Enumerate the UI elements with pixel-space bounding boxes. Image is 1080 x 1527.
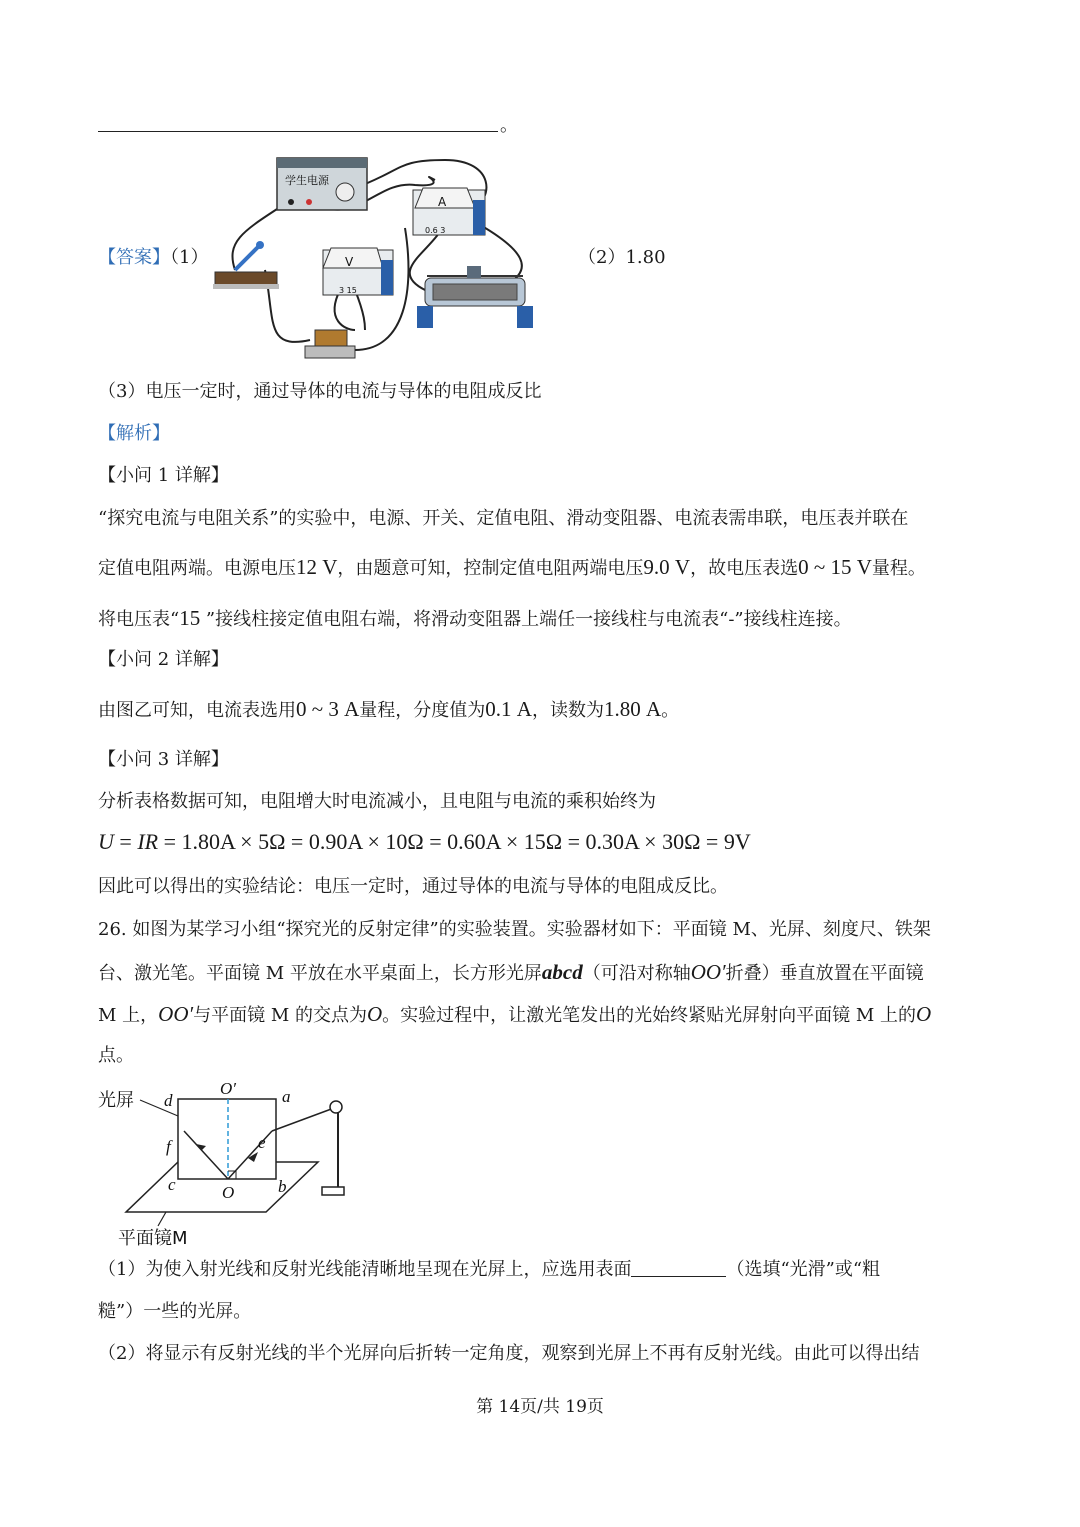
answer-part1 — [98, 246, 208, 270]
label-mirror: 平面镜M — [118, 1228, 188, 1249]
q26-axis-1: OO′ — [690, 960, 726, 984]
q1-paragraph-line1: “探究电流与电阻关系”的实验中，电源、开关、定值电阻、滑动变阻器、电流表需串联，电压表并联在 — [98, 508, 909, 529]
answer-part1-label: （1） — [170, 247, 209, 268]
q26-axis-2: OO′ — [158, 1002, 194, 1026]
q1-text-e: 将电压表“ — [98, 609, 180, 630]
q2-text-b: 量程，分度值为 — [359, 700, 486, 721]
q1-paragraph-line3 — [98, 606, 852, 632]
label-f: f — [166, 1137, 171, 1156]
q26-line4: 点。 — [98, 1045, 134, 1066]
rheostat — [417, 266, 533, 328]
q26-text-b: （可沿对称轴 — [582, 963, 691, 984]
answer-blank-line — [98, 131, 498, 132]
q2-heading: 【小问 2 详解】 — [98, 649, 229, 670]
label-b: b — [278, 1177, 287, 1196]
analysis-label: 【解析】 — [98, 423, 170, 444]
fixed-resistor — [305, 330, 355, 358]
q1-text-f: ”接线柱接定值电阻右端，将滑动变阻器上端任一接线柱与电流表“-”接线柱连接。 — [200, 609, 852, 630]
q3-heading: 【小问 3 详解】 — [98, 749, 229, 770]
ammeter-scale: 0.6 3 — [425, 226, 446, 235]
q2-text-c: ，读数为 — [531, 700, 604, 721]
q26-text-f: 。实验过程中，让激光笔发出的光始终紧贴光屏射向平面镜 M 上的 — [382, 1005, 917, 1026]
q26-line2 — [98, 960, 924, 986]
answer-label: 【答案】 — [98, 247, 170, 268]
q2-reading: 1.80 A — [603, 697, 662, 721]
q26-abcd: abcd — [541, 960, 583, 984]
voltmeter-scale: 3 15 — [339, 286, 357, 295]
answer-part2: （2）1.80 — [578, 247, 666, 268]
q2-division: 0.1 A — [485, 697, 532, 721]
voltmeter-symbol: V — [345, 255, 354, 269]
circuit-figure — [205, 150, 545, 365]
q26-line3 — [98, 1002, 931, 1028]
reflection-figure — [96, 1074, 366, 1249]
power-supply — [277, 158, 367, 210]
page-footer: 第 14页/共 19页 — [476, 1397, 604, 1417]
q26-sub2: （2）将显示有反射光线的半个光屏向后折转一定角度，观察到光屏上不再有反射光线。由此可以得出结 — [98, 1343, 920, 1364]
label-d: d — [164, 1091, 173, 1110]
q1-terminal: 15 — [179, 606, 201, 630]
q1-text-b: ，由题意可知，控制定值电阻两端电压 — [337, 558, 644, 579]
switch — [213, 241, 279, 289]
q1-text-c: ，故电压表选 — [690, 558, 799, 579]
formula-ir: IR — [137, 829, 159, 854]
q26-text-e: 与平面镜 M 的交点为 — [193, 1005, 367, 1026]
q1-heading: 【小问 1 详解】 — [98, 465, 229, 486]
q1-text-d: 量程。 — [871, 558, 926, 579]
answer-part3: （3）电压一定时，通过导体的电流与导体的电阻成反比 — [98, 381, 542, 402]
q1-voltmeter-range: 0 ~ 15 V — [798, 555, 872, 579]
q26-sub1-line2: 糙”）一些的光屏。 — [98, 1301, 252, 1322]
ammeter — [413, 188, 485, 235]
formula-u: U — [98, 829, 114, 854]
q3-conclusion: 因此可以得出的实验结论：电压一定时，通过导体的电流与导体的电阻成反比。 — [98, 876, 728, 897]
q26-line1: 26. 如图为某学习小组“探究光的反射定律”的实验装置。实验器材如下：平面镜 M、光屏、刻度尺、铁架 — [98, 919, 931, 940]
label-e: e — [258, 1133, 266, 1152]
ammeter-symbol: A — [438, 195, 447, 209]
q1-text-a: 定值电阻两端。电源电压 — [98, 558, 296, 579]
label-o-prime: O′ — [220, 1079, 236, 1098]
q26-sub1-blank[interactable] — [631, 1258, 726, 1277]
formula-eq: = — [113, 829, 138, 854]
q2-range: 0 ~ 3 A — [296, 697, 360, 721]
q1-control-voltage: 9.0 V — [643, 555, 691, 579]
label-screen: 光屏 — [98, 1090, 134, 1111]
label-o: O — [222, 1183, 235, 1202]
q26-point-o-1: O — [366, 1002, 383, 1026]
q3-formula — [98, 830, 751, 854]
q1-paragraph-line2 — [98, 555, 926, 581]
power-supply-label: 学生电源 — [285, 174, 329, 187]
q26-text-d: M 上， — [98, 1005, 159, 1026]
q2-text-d: 。 — [661, 700, 680, 721]
q26-point-o-2: O — [916, 1002, 932, 1026]
q3-paragraph: 分析表格数据可知，电阻增大时电流减小，且电阻与电流的乘积始终为 — [98, 791, 656, 812]
formula-rest: = 1.80A × 5Ω = 0.90A × 10Ω = 0.60A × 15Ω = 0.30A × 30Ω = 9V — [158, 829, 751, 854]
label-c: c — [168, 1175, 176, 1194]
voltmeter — [323, 248, 393, 295]
q26-sub1-text-b: （选填“光滑”或“粗 — [726, 1259, 881, 1280]
label-a: a — [282, 1087, 291, 1106]
q26-text-c: 折叠）垂直放置在平面镜 — [725, 963, 924, 984]
q2-paragraph — [98, 697, 679, 723]
q26-sub1-text-a: （1）为使入射光线和反射光线能清晰地呈现在光屏上，应选用表面 — [98, 1259, 632, 1280]
q2-text-a: 由图乙可知，电流表选用 — [98, 700, 296, 721]
top-period: 。 — [500, 115, 518, 136]
q1-supply-voltage: 12 V — [296, 555, 338, 579]
q26-text-a: 台、激光笔。平面镜 M 平放在水平桌面上，长方形光屏 — [98, 963, 542, 984]
q26-sub1-line1 — [98, 1258, 880, 1282]
